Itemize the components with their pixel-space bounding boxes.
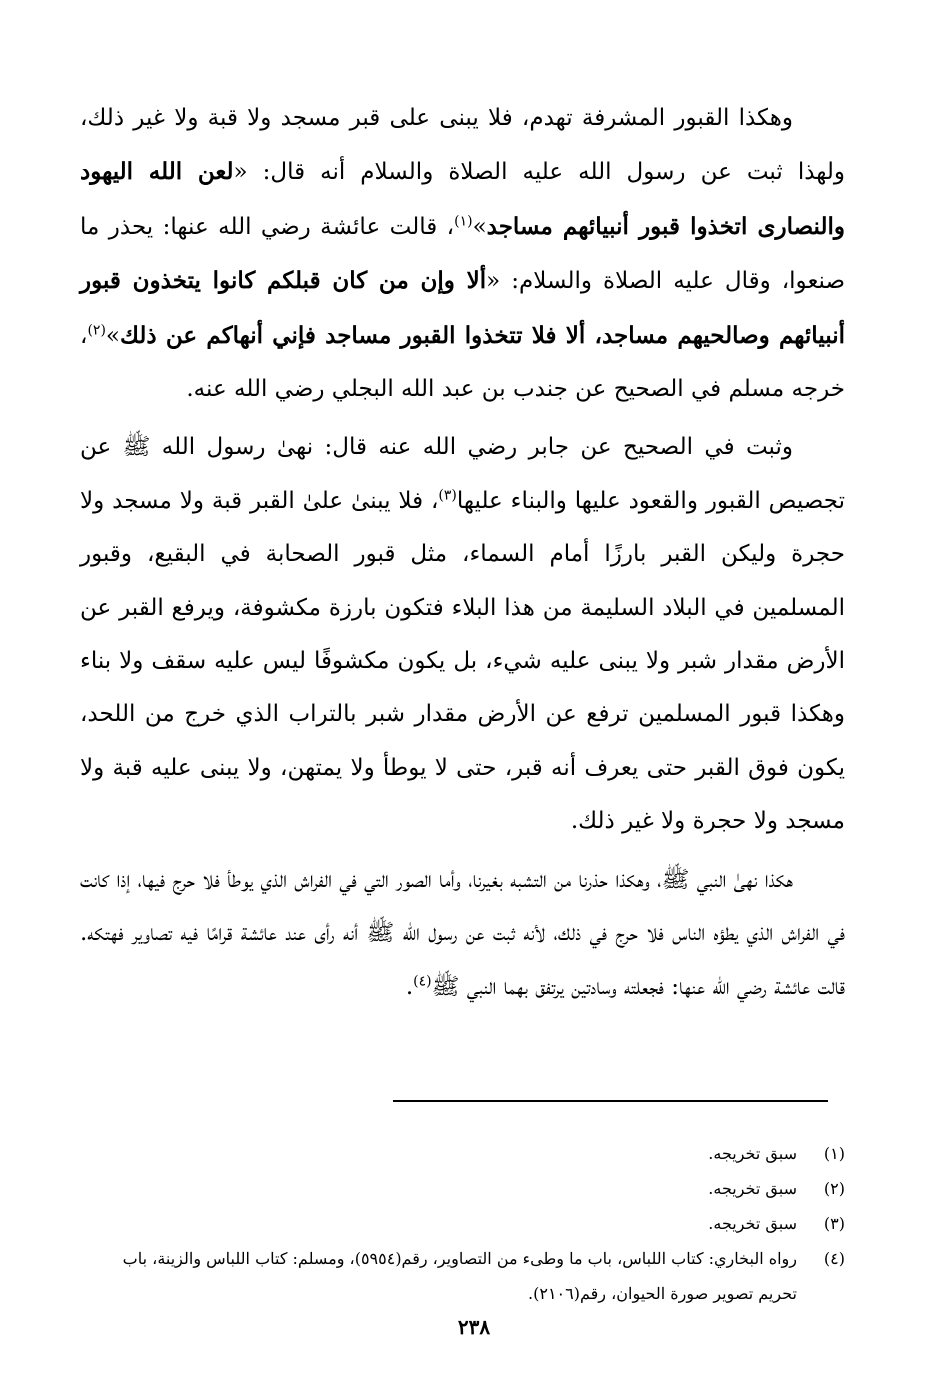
footnote-text: رواه البخاري: كتاب اللباس، باب ما وطىء من التصاوير، رقم(٥٩٥٤)، ومسلم: كتاب اللباس والزينة، باب تحريم تصوير صورة الحيوان، رقم(٢١٠٦). xyxy=(122,1249,797,1303)
text-run: هكذا نهىٰ النبي ﷺ، وهكذا حذرنا من التشبه بغيرنا، وأما الصور التي في الفراش الذي يوطأ فلا حرج فيها، إذا كانت في الفراش الذي يطؤه الناس فلا حرج في ذلك، لأنه ثبت عن رسول الله ﷺ أنه رأى عند عائشة قرامًا فيه تصاوير فهتكه. قالت عائشة رضي الله عنها: فجعلته وسادتين يرتفق بهما النبي ﷺ xyxy=(80,866,845,1000)
footnote-reference: (٢) xyxy=(87,321,106,338)
text-run: » xyxy=(105,322,120,349)
main-text xyxy=(80,92,845,1014)
footnote-separator xyxy=(393,1100,828,1102)
paragraph xyxy=(80,421,845,848)
text-run: ، فلا يبنىٰ علىٰ القبر قبة ولا مسجد ولا حجرة وليكن القبر بارزًا أمام السماء، مثل قبور الصحابة في البقيع، وقبور المسلمين في البلاد السليمة من هذا البلاء فتكون بارزة مكشوفة، ويرفع القبر عن الأرض مقدار شبر ولا يبنى عليه شيء، بل يكون مكشوفًا ليس عليه سقف ولا بناء وهكذا قبور المسلمين ترفع عن الأرض مقدار شبر بالتراب الذي خرج من اللحد، يكون فوق القبر حتى يعرف أنه قبر، حتى لا يوطأ ولا يمتهن، ولا يبنى عليه قبة ولا مسجد ولا حجرة ولا غير ذلك. xyxy=(80,487,845,835)
text-run: ، قالت عائشة رضي الله عنها: يحذر ما صنعوا، وقال عليه الصلاة والسلام: « xyxy=(80,213,846,295)
footnote xyxy=(80,1241,845,1311)
footnote-number: (١) xyxy=(823,1144,845,1163)
footnotes xyxy=(80,1136,845,1311)
footnote xyxy=(80,1171,845,1206)
text-run: وهكذا القبور المشرفة تهدم، فلا يبنى على قبر مسجد ولا قبة ولا غير ذلك، ولهذا ثبت عن رسول الله عليه الصلاة والسلام أنه قال: « xyxy=(80,105,845,186)
page-number: ٢٣٨ xyxy=(457,1315,491,1339)
footnote-reference: (٤) xyxy=(413,972,432,989)
paragraph xyxy=(80,92,845,416)
footnote-text: سبق تخريجه. xyxy=(708,1144,797,1163)
text-run: . xyxy=(405,973,414,1000)
footnote-text: سبق تخريجه. xyxy=(708,1179,797,1198)
text-run: ، خرجه مسلم في الصحيح عن جندب بن عبد الله البجلي رضي الله عنه. xyxy=(80,322,845,403)
footnote xyxy=(80,1206,845,1241)
text-run: وثبت في الصحيح عن جابر رضي الله عنه قال: نهىٰ رسول الله ﷺ عن تجصيص القبور والقعود عليها والبناء عليها xyxy=(80,434,845,514)
hadith-text: ألا وإن من كان قبلكم كانوا يتخذون قبور أنبيائهم وصالحيهم مساجد، ألا فلا تتخذوا القبور مساجد فإني أنهاكم عن ذلك xyxy=(80,267,845,349)
footnote-text: سبق تخريجه. xyxy=(708,1214,797,1233)
text-run: » xyxy=(472,213,487,240)
paragraph xyxy=(80,854,845,1014)
footnote-reference: (١) xyxy=(454,213,473,230)
footnote-number: (٣) xyxy=(823,1214,845,1233)
footnote xyxy=(80,1136,845,1171)
hadith-text: لعن الله اليهود والنصارى اتخذوا قبور أنبيائهم مساجد xyxy=(80,158,845,240)
footnote-reference: (٣) xyxy=(438,487,457,504)
footnote-number: (٤) xyxy=(823,1249,845,1268)
footnote-number: (٢) xyxy=(823,1179,845,1198)
